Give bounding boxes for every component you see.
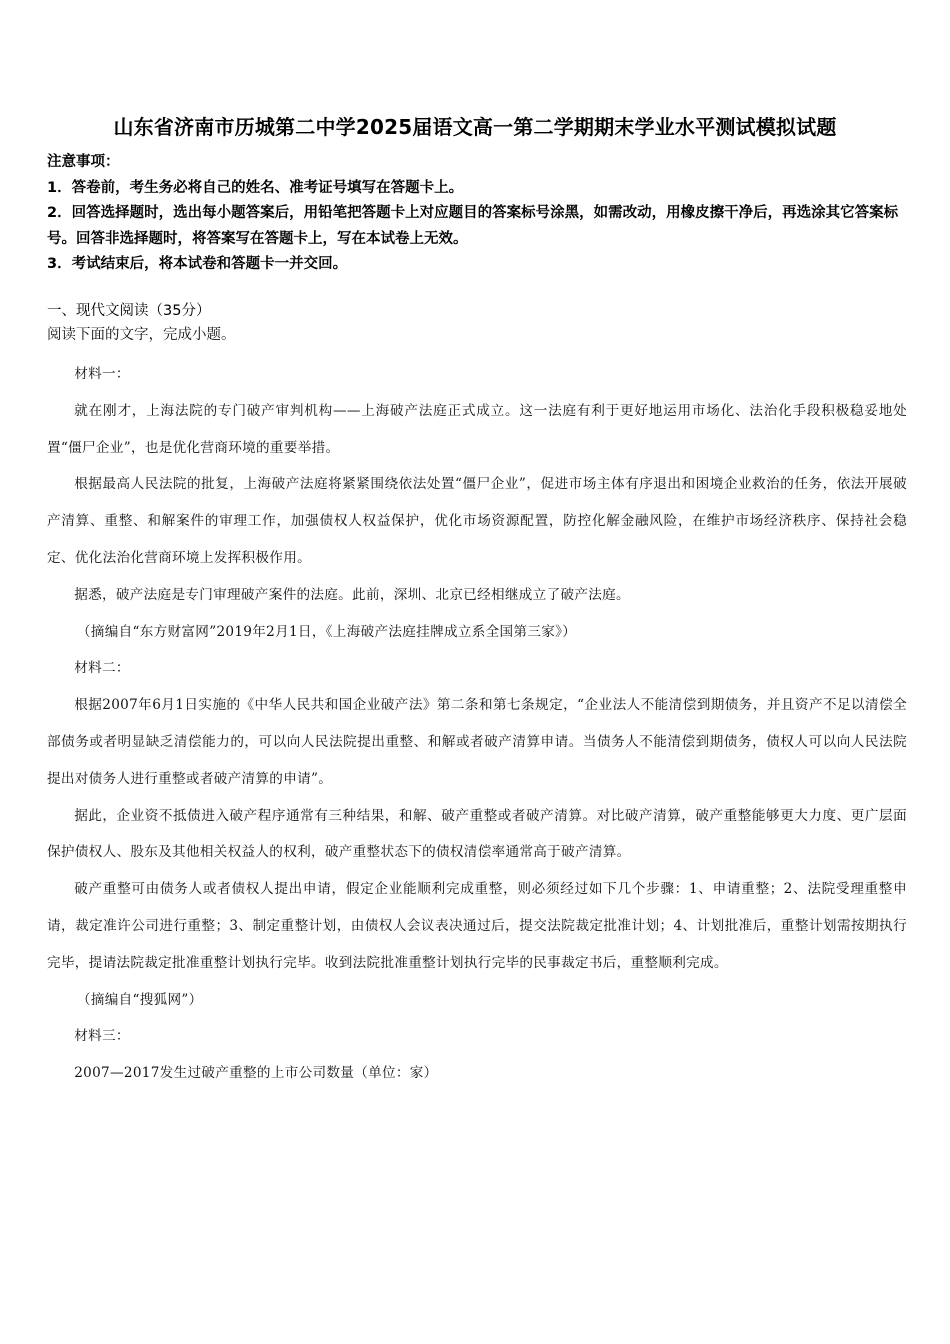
paragraph: 破产重整可由债务人或者债权人提出申请，假定企业能顺利完成重整，则必须经过如下几个步骤：1、申请重整；2、法院受理重整申请，裁定准许公司进行重整；3、制定重整计划，由债权人会议表决通过后，提交法院裁定批准计划；4、计划批准后，重整计划需按期执行完毕，提请法院裁定批准重整计划执行完毕。收到法院批准重整计划执行完毕的民事裁定书后，重整顺利完成。 — [47, 881, 907, 971]
chart-caption: 2007—2017发生过破产重整的上市公司数量（单位：家） — [74, 1065, 438, 1082]
page-title: 山东省济南市历城第二中学2025届语文高一第二学期期末学业水平测试模拟试题 — [113, 115, 837, 139]
section-instruction: 阅读下面的文字，完成小题。 — [47, 327, 236, 343]
paragraph: 就在刚才，上海法院的专门破产审判机构——上海破产法庭正式成立。这一法庭有利于更好地运用市场化、法治化手段积极稳妥地处置“僵尸企业”，也是优化营商环境的重要举措。 — [47, 402, 907, 456]
material-label: 材料二： — [74, 660, 130, 677]
section-heading: 一、现代文阅读（35分） — [47, 303, 211, 319]
notice-item: 2．回答选择题时，选出每小题答案后，用铅笔把答题卡上对应题目的答案标号涂黑，如需改动，用橡皮擦干净后，再选涂其它答案标号。回答非选择题时，将答案写在答题卡上，写在本试卷上无效。 — [47, 205, 899, 247]
notice-block — [47, 150, 907, 278]
material-label: 材料三： — [74, 1028, 130, 1045]
notice-heading: 注意事项： — [47, 154, 120, 170]
reading-passage — [47, 356, 907, 1092]
notice-item: 3．考试结束后，将本试卷和答题卡一并交回。 — [47, 256, 348, 272]
paragraph: 根据最高人民法院的批复，上海破产法庭将紧紧围绕依法处置“僵尸企业”，促进市场主体有序退出和困境企业救治的任务，依法开展破产清算、重整、和解案件的审理工作，加强债权人权益保护，优化市场资源配置，防控化解金融风险，在维护市场经济秩序、保持社会稳定、优化法治化营商环境上发挥积极作用。 — [47, 476, 907, 566]
paragraph: 据悉，破产法庭是专门审理破产案件的法庭。此前，深圳、北京已经相继成立了破产法庭。 — [74, 586, 630, 603]
paragraph: 据此，企业资不抵债进入破产程序通常有三种结果，和解、破产重整或者破产清算。对比破产清算，破产重整能够更大力度、更广层面保护债权人、股东及其他相关权益人的权利，破产重整状态下的债权清偿率通常高于破产清算。 — [47, 807, 907, 861]
source-citation: （摘编自“搜狐网”） — [76, 991, 203, 1008]
material-label: 材料一： — [74, 366, 130, 382]
source-citation: （摘编自“东方财富网”2019年2月1日，《上海破产法庭挂牌成立系全国第三家》） — [76, 623, 577, 640]
notice-item: 1．答卷前，考生务必将自己的姓名、准考证号填写在答题卡上。 — [47, 179, 464, 196]
paragraph: 根据2007年6月1日实施的《中华人民共和国企业破产法》第二条和第七条规定，“企业法人不能清偿到期债务，并且资产不足以清偿全部债务或者明显缺乏清偿能力的，可以向人民法院提出重整、和解或者破产清算申请。当债务人不能清偿到期债务，债权人可以向人民法院提出对债务人进行重整或者破产清算的申请”。 — [47, 697, 907, 787]
